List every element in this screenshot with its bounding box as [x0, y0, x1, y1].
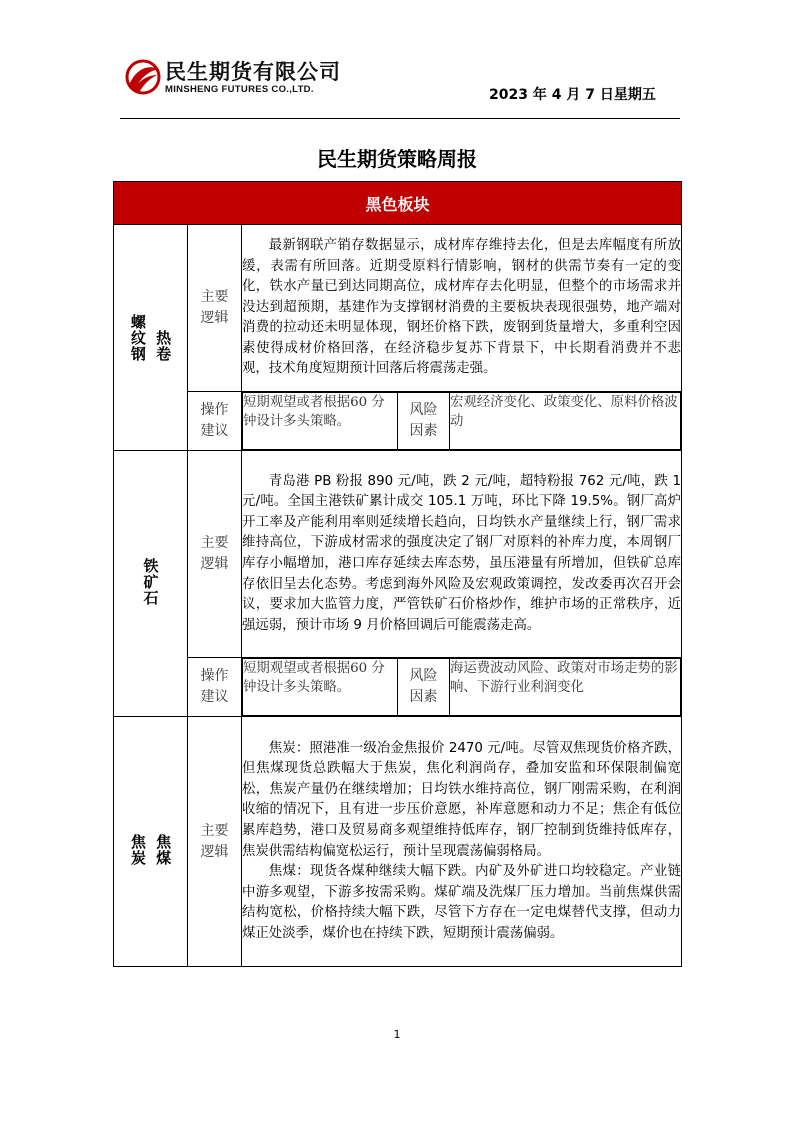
category-iron-ore: [114, 451, 188, 717]
company-name-cn: 民生期货有限公司: [165, 60, 341, 84]
operation-advice-iron-ore: 短期观望或者根据60 分钟设计多头策略。: [243, 659, 398, 716]
main-logic-label: 主要 逻辑: [188, 451, 242, 658]
risk-label: 风险 因素: [398, 659, 450, 716]
category-label-hotcoil: 热卷: [154, 329, 173, 362]
page-header: [125, 52, 685, 112]
category-label-coke: 焦炭: [128, 833, 147, 866]
operation-label: 操作 建议: [188, 658, 242, 717]
header-divider: [120, 118, 680, 119]
strategy-table: [113, 181, 682, 967]
risk-label: 风险 因素: [398, 393, 450, 450]
category-coke-coking-coal: [114, 717, 188, 967]
risk-factors-rebar: 宏观经济变化、政策变化、原料价格波动: [450, 393, 681, 450]
category-label-iron-ore: 铁矿石: [141, 557, 160, 606]
risk-factors-iron-ore: 海运费波动风险、政策对市场走势的影响、下游行业利润变化: [450, 659, 681, 716]
main-logic-label: 主要 逻辑: [188, 225, 242, 392]
logic-text-rebar: 最新钢联产销存数据显示，成材库存维持去化，但是去库幅度有所放缓，表需有所回落。近期受原料行情影响，钢材的供需节奏有一定的变化，铁水产量已到达同期高位，成材库存去化明显，但整个的市场需求并没达到超预期，基建作为支撑钢材消费的主要板块表现很强势，地产端对消费的拉动还未明显体现，钢坯价格下跌，废钢到货量增大，多重利空因素使得成材价格回落，在经济稳步复苏下背景下，中长期看消费并不悲观，技术角度短期预计回落后将震荡走强。: [242, 225, 682, 392]
document-title: 民生期货策略周报: [317, 147, 477, 171]
logic-text-coke: 焦炭：照港准一级冶金焦报价 2470 元/吨。尽管双焦现货价格齐跌，但焦煤现货总跌幅大于焦炭，焦化利润尚存，叠加安监和环保限制偏宽松，焦炭产量仍在继续增加；日均铁水维持高位，钢厂刚需采购，在利润收缩的情况下，且有进一步压价意愿，补库意愿和动力不足；焦企有低位累库趋势，港口及贸易商多观望维持低库存，钢厂控制到货维持低库存，焦炭供需结构偏宽松运行，预计呈现震荡偏弱格局。 焦煤：现货各煤种继续大幅下跌。内矿及外矿进口均较稳定。产业链中游多观望，下游多按需采购。煤矿端及洗煤厂压力增加。当前焦煤供需结构宽松，价格持续大幅下跌，尽管下方存在一定电煤替代支撑，但动力煤正处淡季，煤价也在持续下跌，短期预计震荡偏弱。: [242, 717, 682, 967]
section-header: 黑色板块: [114, 182, 682, 225]
minsheng-logo-icon: [125, 57, 161, 97]
main-logic-label: 主要 逻辑: [188, 717, 242, 967]
page-number: 1: [393, 1028, 401, 1041]
category-label-rebar: 螺纹钢: [128, 313, 147, 362]
operation-advice-rebar: 短期观望或者根据60 分钟设计多头策略。: [243, 393, 398, 450]
category-label-coking-coal: 焦煤: [154, 833, 173, 866]
category-rebar-hotcoil: [114, 225, 188, 451]
company-name-en: MINSHENG FUTURES CO.,LTD.: [165, 84, 314, 95]
report-date: 2023 年 4 月 7 日星期五: [489, 87, 656, 103]
logic-text-iron-ore: 青岛港 PB 粉报 890 元/吨，跌 2 元/吨，超特粉报 762 元/吨，跌 1 元/吨。全国主港铁矿累计成交 105.1 万吨，环比下降 19.5%。钢厂高炉开工率及产能利用率则延续增长趋向，日均铁水产量继续上行，钢厂需求维持高位，下游成材需求的强度决定了钢厂对原料的补库力度，本周钢厂库存小幅增加，港口库存延续去库态势，虽压港量有所增加，但铁矿总库存依旧呈去化态势。考虑到海外风险及宏观政策调控，发改委再次召开会议，要求加大监管力度，严管铁矿石价格炒作，维护市场的正常秩序，近强远弱，预计市场 9 月价格回调后可能震荡走高。: [242, 451, 682, 658]
operation-label: 操作 建议: [188, 392, 242, 451]
